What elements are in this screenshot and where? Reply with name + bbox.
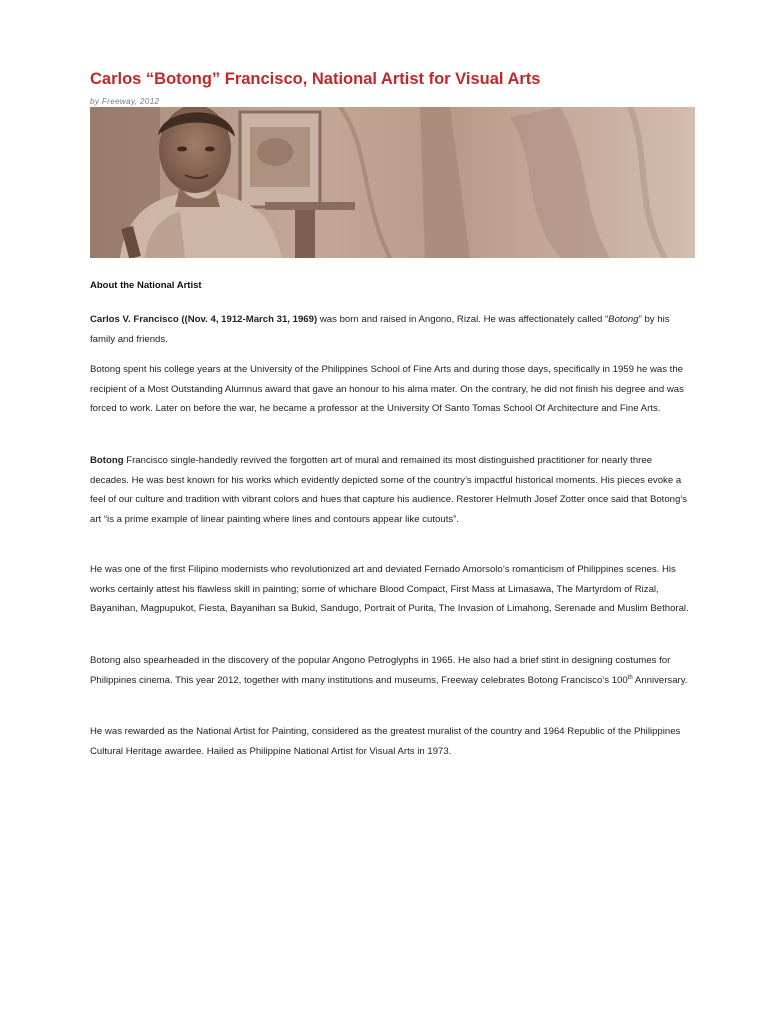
paragraph-mural: Botong Francisco single-handedly revived the forgotten art of mural and remained its most distinguished practitioner for nearly three decades. He was best known for his works which evidently depicted some of the country’s impactful historical moments. His pieces evoke a feel of our culture and tradition with vibrant colors and hues that capture his audience. Restorer Helmuth Josef Zotter once said that Botong’s art “is a prime example of linear painting where lines and contours appear like cutouts”. [90,455,688,525]
paragraph-intro: Carlos V. Francisco ((Nov. 4, 1912-March 31, 1969) was born and raised in Angono, Rizal. He was affectionately called “Botong” by his family and friends. [90,314,670,345]
section-heading: About the National Artist [90,280,202,291]
article-byline: by Freeway, 2012 [90,97,160,106]
artist-name-dates: Carlos V. Francisco ((Nov. 4, 1912-March 31, 1969) [90,314,318,325]
paragraph-awards: He was rewarded as the National Artist for Painting, considered as the greatest muralist of the country and 1964 Republic of the Philippines Cultural Heritage awardee. Hailed as Philippine National Artist for Visual Arts in 1973. [90,726,681,757]
article-title: Carlos “Botong” Francisco, National Artist for Visual Arts [90,70,541,88]
nickname: Botong [608,314,639,325]
paragraph-works: He was one of the first Filipino modernists who revolutionized art and deviated Fernado Amorsolo’s romanticism of Philippines scenes. His works certainly attest his flawless skill in painting; some of whichare Blood Compact, First Mass at Limasawa, The Martyrdom of Rizal, Bayanihan, Magpupukot, Fiesta, Bayanihan sa Bukid, Sandugo, Portrait of Purita, The Invasion of Limahong, Serenade and Muslim Bethoral. [90,564,689,614]
paragraph-petroglyphs: Botong also spearheaded in the discovery of the popular Angono Petroglyphs in 1965. He also had a brief stint in designing costumes for Philippines cinema. This year 2012, together with many institutions and museums, Freeway celebrates Botong Francisco’s 100th Anniversary. [90,655,688,686]
artist-photo [90,107,695,258]
paragraph-education: Botong spent his college years at the University of the Philippines School of Fine Arts and during those days, specifically in 1959 he was the recipient of a Most Outstanding Alumnus award that gave an honour to his alma mater. On the contrary, he did not finish his degree and was forced to work. Later on before the war, he became a professor at the University Of Santo Tomas School Of Architecture and Fine Arts. [90,364,684,414]
